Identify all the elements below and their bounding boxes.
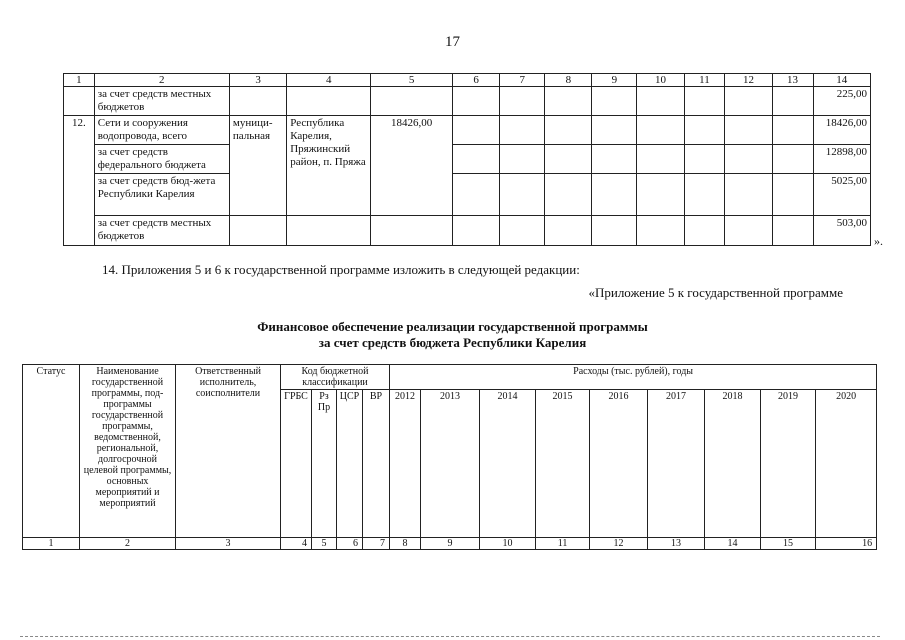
scan-edge-line <box>20 636 880 637</box>
table-row <box>64 145 871 174</box>
funding-source: за счет средств местных бюджетов <box>94 216 229 246</box>
section-title: Финансовое обеспечение реализации государственной программы <box>257 319 648 334</box>
column-number: 11 <box>684 74 725 87</box>
code-header: ГРБС <box>281 390 312 538</box>
column-number: 2 <box>80 538 176 550</box>
column-number: 15 <box>761 538 816 550</box>
budget-code-header: Код бюджетной классификации <box>281 365 390 390</box>
year-header: 2017 <box>648 390 705 538</box>
object-name: Сети и сооружения водопровода, всего <box>94 116 229 145</box>
name-header: Наименование государственной программы, под-программы государственной программы, ведомственной, региональной, долгосрочной целевой программы, основных мероприятий и мероприятий <box>80 365 176 538</box>
code-header: ЦСР <box>337 390 363 538</box>
column-number-row <box>64 74 871 87</box>
appendix-label: «Приложение 5 к государственной программе <box>588 285 843 300</box>
header-row <box>23 365 877 390</box>
table-row <box>64 87 871 116</box>
column-number: 11 <box>536 538 590 550</box>
column-number: 14 <box>705 538 761 550</box>
column-number: 7 <box>500 74 545 87</box>
year-header: 2019 <box>761 390 816 538</box>
closing-quote: ». <box>874 234 883 248</box>
column-number: 13 <box>648 538 705 550</box>
executor-header: Ответственный исполнитель, соисполнители <box>176 365 281 538</box>
column-number: 1 <box>23 538 80 550</box>
expenses-header: Расходы (тыс. рублей), годы <box>390 365 877 390</box>
column-number-row <box>23 538 877 550</box>
column-number: 10 <box>637 74 684 87</box>
funding-source: за счет средств бюд-жета Республики Карелия <box>94 174 229 216</box>
instruction-paragraph: 14. Приложения 5 и 6 к государственной программе изложить в следующей редакции: <box>102 262 580 277</box>
table-row <box>64 116 871 145</box>
column-number: 10 <box>480 538 536 550</box>
funding-value: 18426,00 <box>813 116 871 145</box>
year-header: 2018 <box>705 390 761 538</box>
column-number: 8 <box>390 538 421 550</box>
column-number: 6 <box>453 74 500 87</box>
column-number: 6 <box>337 538 363 550</box>
code-header: ВР <box>363 390 390 538</box>
column-number: 4 <box>281 538 312 550</box>
status-header: Статус <box>23 365 80 538</box>
funding-source: за счет средств федерального бюджета <box>94 145 229 174</box>
column-number: 1 <box>64 74 95 87</box>
column-number: 4 <box>287 74 371 87</box>
year-header: 2014 <box>480 390 536 538</box>
column-number: 9 <box>421 538 480 550</box>
table-row <box>64 216 871 246</box>
code-header: Рз Пр <box>312 390 337 538</box>
column-number: 12 <box>590 538 648 550</box>
column-number: 12 <box>725 74 772 87</box>
year-header: 2012 <box>390 390 421 538</box>
page-number: 17 <box>445 34 460 50</box>
row-number: 12. <box>64 116 95 246</box>
location: Республика Карелия, Пряжинский район, п. Пряжа <box>287 116 371 216</box>
section-subtitle: за счет средств бюджета Республики Карелия <box>318 335 587 350</box>
year-header: 2015 <box>536 390 590 538</box>
table-row <box>64 174 871 216</box>
capital-construction-table <box>63 73 871 246</box>
funding-value: 503,00 <box>813 216 871 246</box>
capacity: 18426,00 <box>371 116 453 216</box>
column-number: 3 <box>229 74 286 87</box>
column-number: 5 <box>312 538 337 550</box>
column-number: 5 <box>371 74 453 87</box>
column-number: 3 <box>176 538 281 550</box>
column-number: 2 <box>94 74 229 87</box>
funding-value: 5025,00 <box>813 174 871 216</box>
funding-source: за счет средств местных бюджетов <box>94 87 229 116</box>
column-number: 13 <box>772 74 813 87</box>
column-number: 7 <box>363 538 390 550</box>
year-header: 2020 <box>816 390 877 538</box>
ownership: муници-пальная <box>229 116 286 216</box>
column-number: 9 <box>592 74 637 87</box>
year-header: 2013 <box>421 390 480 538</box>
funding-value: 225,00 <box>813 87 871 116</box>
financing-table <box>22 364 877 550</box>
column-number: 14 <box>813 74 871 87</box>
funding-value: 12898,00 <box>813 145 871 174</box>
year-header: 2016 <box>590 390 648 538</box>
column-number: 8 <box>545 74 592 87</box>
column-number: 16 <box>816 538 877 550</box>
